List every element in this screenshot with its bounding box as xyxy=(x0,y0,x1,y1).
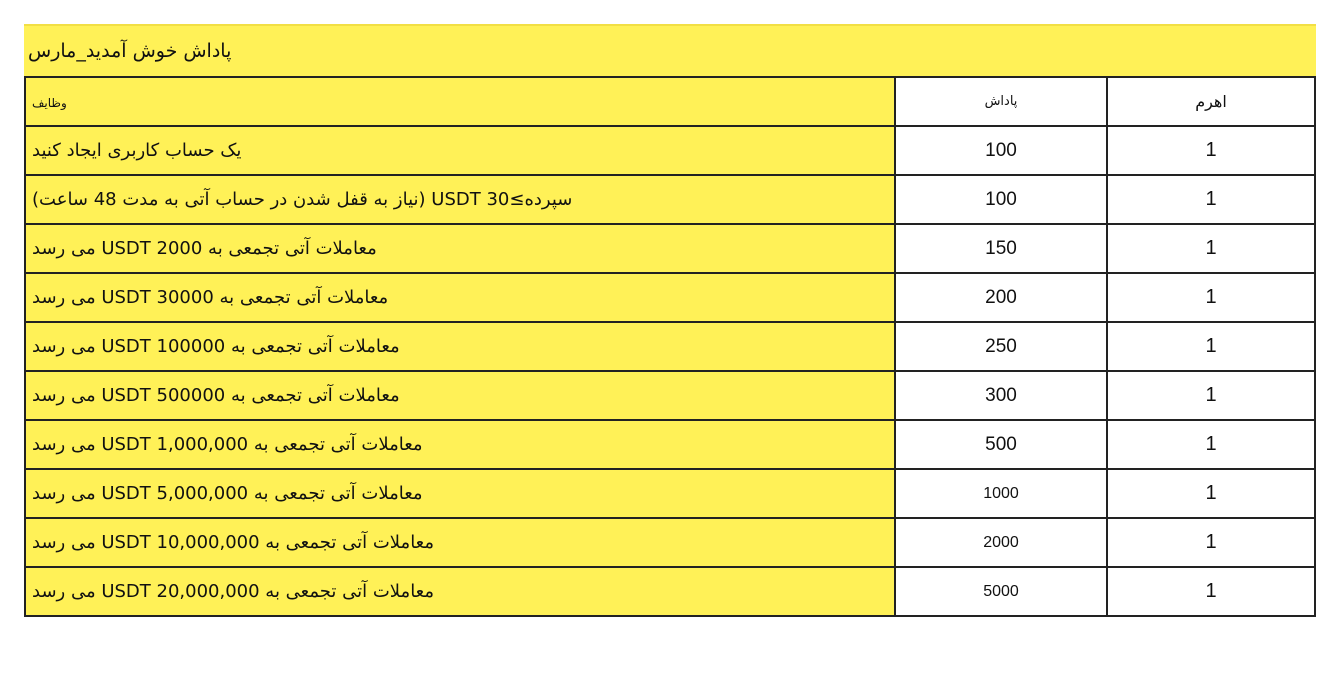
reward-cell: 200 xyxy=(895,273,1107,322)
table-row xyxy=(25,469,1315,518)
table-header-row xyxy=(25,77,1315,126)
table-row xyxy=(25,420,1315,469)
reward-cell: 5000 xyxy=(895,567,1107,616)
task-cell: معاملات آتی تجمعی به 30000 USDT می رسد xyxy=(25,273,895,322)
leverage-cell: 1 xyxy=(1107,273,1315,322)
leverage-cell: 1 xyxy=(1107,469,1315,518)
table-row xyxy=(25,322,1315,371)
task-cell: معاملات آتی تجمعی به 1,000,000 USDT می رسد xyxy=(25,420,895,469)
table-row xyxy=(25,175,1315,224)
leverage-cell: 1 xyxy=(1107,224,1315,273)
task-cell: معاملات آتی تجمعی به 500000 USDT می رسد xyxy=(25,371,895,420)
task-cell: معاملات آتی تجمعی به 5,000,000 USDT می رسد xyxy=(25,469,895,518)
table-title: پاداش خوش آمدید_مارس xyxy=(28,40,232,62)
reward-cell: 300 xyxy=(895,371,1107,420)
header-reward: پاداش xyxy=(895,77,1107,126)
reward-cell: 500 xyxy=(895,420,1107,469)
leverage-cell: 1 xyxy=(1107,567,1315,616)
task-cell: معاملات آتی تجمعی به 100000 USDT می رسد xyxy=(25,322,895,371)
header-leverage: اهرم xyxy=(1107,77,1315,126)
reward-cell: 2000 xyxy=(895,518,1107,567)
leverage-cell: 1 xyxy=(1107,175,1315,224)
reward-cell: 100 xyxy=(895,175,1107,224)
table-row xyxy=(25,371,1315,420)
leverage-cell: 1 xyxy=(1107,371,1315,420)
leverage-cell: 1 xyxy=(1107,322,1315,371)
task-cell: معاملات آتی تجمعی به 10,000,000 USDT می رسد xyxy=(25,518,895,567)
leverage-cell: 1 xyxy=(1107,518,1315,567)
reward-table xyxy=(24,76,1316,617)
leverage-cell: 1 xyxy=(1107,420,1315,469)
reward-cell: 150 xyxy=(895,224,1107,273)
table-row xyxy=(25,567,1315,616)
task-cell: معاملات آتی تجمعی به 2000 USDT می رسد xyxy=(25,224,895,273)
table-title-bar xyxy=(24,24,1316,76)
table-row xyxy=(25,224,1315,273)
header-tasks: وظایف xyxy=(25,77,895,126)
reward-cell: 250 xyxy=(895,322,1107,371)
reward-cell: 1000 xyxy=(895,469,1107,518)
reward-table-container xyxy=(24,24,1316,617)
table-row xyxy=(25,518,1315,567)
task-cell: معاملات آتی تجمعی به 20,000,000 USDT می رسد xyxy=(25,567,895,616)
reward-cell: 100 xyxy=(895,126,1107,175)
leverage-cell: 1 xyxy=(1107,126,1315,175)
task-cell: یک حساب کاربری ایجاد کنید xyxy=(25,126,895,175)
task-cell: سپرده≥30 USDT (نیاز به قفل شدن در حساب آتی به مدت 48 ساعت) xyxy=(25,175,895,224)
table-row xyxy=(25,273,1315,322)
table-row xyxy=(25,126,1315,175)
